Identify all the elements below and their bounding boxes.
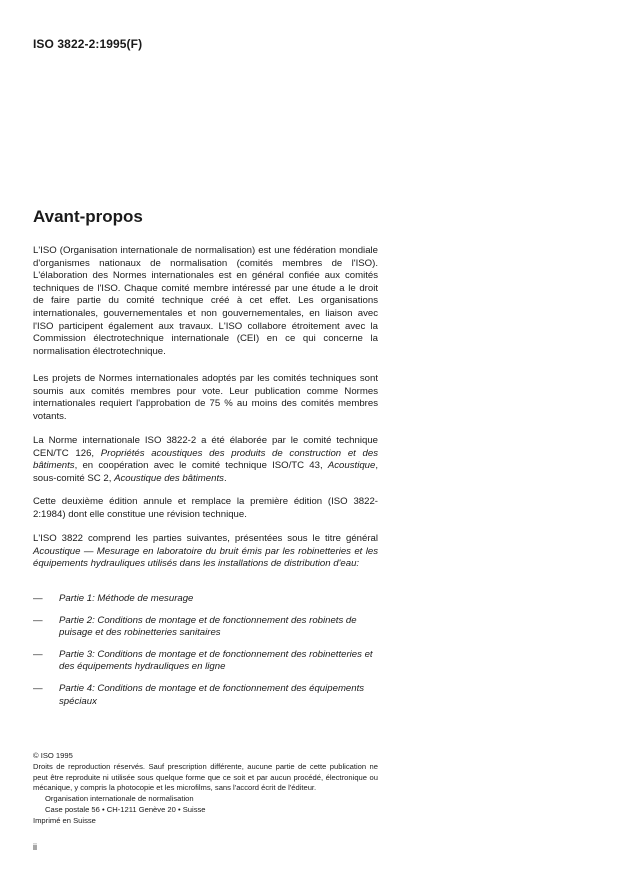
copyright-footer bbox=[33, 751, 378, 827]
list-dash: — bbox=[33, 593, 43, 604]
subcommittee-title: Acoustique des bâtiments bbox=[114, 472, 224, 484]
list-item bbox=[33, 615, 378, 640]
paragraph-text bbox=[33, 435, 378, 485]
organisation-name: Organisation internationale de normalisation bbox=[45, 794, 194, 804]
paragraph-edition bbox=[33, 496, 378, 521]
paragraph-elaboration bbox=[33, 435, 378, 485]
paragraph-vote bbox=[33, 373, 378, 423]
page-number: ii bbox=[33, 842, 37, 852]
committee-title: Acoustique bbox=[327, 460, 376, 472]
standard-reference: ISO 3822-2:1995(F) bbox=[33, 37, 143, 51]
list-item-text: Partie 1: Méthode de mesurage bbox=[59, 593, 194, 604]
copyright-line: © ISO 1995 bbox=[33, 751, 73, 760]
list-item-text: Partie 4: Conditions de montage et de fonctionnement des équipements spéciaux bbox=[59, 682, 365, 707]
list-item-text: Partie 3: Conditions de montage et de fonctionnement des robinetteries et des équipements hydrauliques en ligne bbox=[59, 648, 373, 673]
paragraph-text bbox=[33, 533, 378, 571]
paragraph-text: Les projets de Normes internationales adoptés par les comités techniques sont soumis aux comités membres pour vote. Leur publication comme Normes internationales requiert l'approbation de 75 % au moins des comités membres votants. bbox=[33, 373, 378, 422]
postal-address: Case postale 56 • CH-1211 Genève 20 • Suisse bbox=[45, 804, 206, 814]
parts-list bbox=[33, 593, 378, 717]
text-run: L'ISO 3822 comprend les parties suivantes, présentées sous le titre général bbox=[33, 533, 378, 544]
list-item bbox=[33, 683, 378, 708]
list-dash: — bbox=[33, 614, 43, 626]
general-title: Acoustique — Mesurage en laboratoire du bruit émis par les robinetteries et les équipements hydrauliques utilisés dans les installations de distribution d'eau: bbox=[33, 545, 378, 570]
paragraph-iso-intro bbox=[33, 245, 378, 358]
list-dash: — bbox=[33, 648, 43, 660]
list-dash: — bbox=[33, 682, 43, 694]
paragraph-text: Cette deuxième édition annule et remplace la première édition (ISO 3822-2:1984) dont elle constitue une révision technique. bbox=[33, 496, 378, 520]
page-title: Avant-propos bbox=[33, 207, 143, 226]
text-run: La Norme internationale ISO 3822-2 a été élaborée par le comité technique CEN/TC 126, bbox=[33, 435, 378, 459]
list-item-text: Partie 2: Conditions de montage et de fonctionnement des robinets de puisage et des robinetteries sanitaires bbox=[59, 614, 357, 639]
rights-notice: Droits de reproduction réservés. Sauf prescription différente, aucune partie de cette publication ne peut être reproduite ni utilisée sous quelque forme que ce soit et par aucun procédé, électronique ou mécanique, y compris la photocopie et les microfilms, sans l'accord écrit de l'éditeur. bbox=[33, 761, 378, 793]
paragraph-parts-intro bbox=[33, 533, 378, 571]
paragraph-text: L'ISO (Organisation internationale de normalisation) est une fédération mondiale d'organismes nationaux de normalisation (comités membres de l'ISO). L'élaboration des Normes internationales est en général confiée aux comités techniques de l'ISO. Chaque comité membre intéressé par une étude a le droit de faire partie du comité technique créé à cet effet. Les organisations internationales, gouvernementales et non gouvernementales, en liaison avec l'ISO participent également aux travaux. L'ISO collabore étroitement avec la Commission électrotechnique internationale (CEI) en ce qui concerne la normalisation électrotechnique. bbox=[33, 245, 378, 357]
text-run: , en coopération avec le comité technique ISO/TC 43, bbox=[74, 460, 323, 472]
list-item bbox=[33, 649, 378, 674]
committee-title: Propriétés acoustiques des produits de construction et des bâtiments bbox=[33, 447, 378, 472]
text-run: , sous-comité SC 2, bbox=[33, 460, 378, 484]
printed-in: Imprimé en Suisse bbox=[33, 815, 96, 825]
list-item bbox=[33, 593, 378, 606]
text-run: . bbox=[223, 472, 227, 484]
